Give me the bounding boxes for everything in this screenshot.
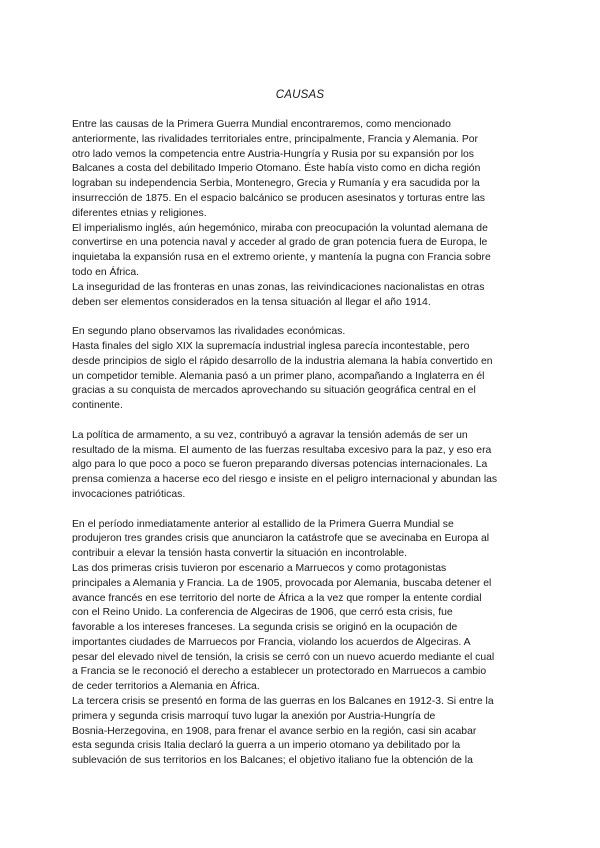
text-line: La inseguridad de las fronteras en unas zonas, las reivindicaciones nacionalistas en otras xyxy=(72,281,485,293)
text-line: Hasta finales del siglo XIX la supremacía industrial inglesa parecía incontestable, pero xyxy=(72,340,470,352)
text-line: todo en África. xyxy=(72,266,140,278)
text-line: La política de armamento, a su vez, contribuyó a agravar la tensión además de ser un xyxy=(72,429,468,441)
text-line: resultado de la misma. El aumento de las fuerzas resultaba excesivo para la paz, y eso era xyxy=(72,444,492,456)
text-line: con el Reino Unido. La conferencia de Algeciras de 1906, que cerró esta crisis, fue xyxy=(72,607,453,619)
paragraph xyxy=(72,281,530,311)
text-line: sublevación de sus territorios en los Balcanes; el objetivo italiano fue la obtención de la xyxy=(72,755,473,767)
text-line: importantes ciudades de Marruecos por Francia, violando los acuerdos de Algeciras. A xyxy=(72,636,471,648)
paragraph xyxy=(72,118,530,222)
section-spacer xyxy=(72,414,530,429)
section-spacer xyxy=(72,310,530,325)
text-line: deben ser elementos considerados en la tensa situación al llegar el año 1914. xyxy=(72,296,431,308)
text-line: a Francia se le reconoció el derecho a establecer un protectorado en Marruecos a cambio xyxy=(72,666,487,678)
text-line: insurrección de 1875. En el espacio balcánico se producen asesinatos y torturas entre las xyxy=(72,192,485,204)
text-line: primera y segunda crisis marroquí tuvo lugar la anexión por Austria-Hungría de xyxy=(72,710,436,722)
text-line: En segundo plano observamos las rivalidades económicas. xyxy=(72,326,346,338)
document-body xyxy=(72,118,530,769)
text-line: principales a Alemania y Francia. La de 1905, provocada por Alemania, buscaba detener el xyxy=(72,577,492,589)
text-line: avance francés en ese territorio del norte de África a la vez que romper la entente cordial xyxy=(72,592,482,604)
text-line: gracias a su conquista de mercados aprovechando su situación geográfica central en el xyxy=(72,385,476,397)
paragraph xyxy=(72,562,530,695)
paragraph xyxy=(72,222,530,281)
text-line: favorable a los intereses franceses. La segunda crisis se originó en la ocupación de xyxy=(72,622,458,634)
section-spacer xyxy=(72,503,530,518)
text-line: Balcanes a costa del debilitado Imperio Otomano. Éste había visto como en dicha región xyxy=(72,163,481,175)
text-line: de ceder territorios a Alemania en África. xyxy=(72,681,260,693)
text-line: esta segunda crisis Italia declaró la guerra a un imperio otomano ya debilitado por la xyxy=(72,740,461,752)
text-line: desde principios de siglo el rápido desarrollo de la industria alemana la había convertido en xyxy=(72,355,493,367)
text-line: En el período inmediatamente anterior al estallido de la Primera Guerra Mundial se xyxy=(72,518,454,530)
text-line: contribuir a elevar la tensión hasta convertir la situación en incontrolable. xyxy=(72,548,407,560)
page-title: CAUSAS xyxy=(275,89,325,101)
text-line: Entre las causas de la Primera Guerra Mundial encontraremos, como mencionado xyxy=(72,119,451,130)
text-line: convertirse en una potencia naval y acceder al grado de gran potencia fuera de Europa, le xyxy=(72,237,488,249)
text-line: otro lado vemos la competencia entre Austria-Hungría y Rusia por su expansión por los xyxy=(72,148,474,160)
text-line: produjeron tres grandes crisis que anunciaron la catástrofe que se avecinaba en Europa al xyxy=(72,533,490,545)
text-line: El imperialismo inglés, aún hegemónico, miraba con preocupación la voluntad alemana de xyxy=(72,222,488,234)
text-line: Las dos primeras crisis tuvieron por escenario a Marruecos y como protagonistas xyxy=(72,562,447,574)
text-line: un competidor temible. Alemania pasó a un primer plano, acompañando a Inglaterra en él xyxy=(72,370,485,382)
text-line: diferentes etnias y religiones. xyxy=(72,207,207,219)
text-line: continente. xyxy=(72,400,123,412)
text-line: invocaciones patrióticas. xyxy=(72,488,186,500)
text-line: Bosnia-Herzegovina, en 1908, para frenar el avance serbio en la región, casi sin acabar xyxy=(72,725,477,737)
text-line: La tercera crisis se presentó en forma de las guerras en los Balcanes en 1912-3. Si entre la xyxy=(72,696,494,708)
paragraph xyxy=(72,325,530,340)
paragraph xyxy=(72,695,530,769)
paragraph xyxy=(72,429,530,503)
text-line: anteriormente, las rivalidades territoriales entre, principalmente, Francia y Alemania. Por xyxy=(72,133,478,145)
text-line: inquietaba la expansión rusa en el extremo oriente, y mantenía la pugna con Francia sobre xyxy=(72,252,491,264)
paragraph xyxy=(72,340,530,414)
paragraph xyxy=(72,518,530,562)
text-line: algo para lo que poco a poco se fueron preparando diversas potencias internacionales. La xyxy=(72,459,488,471)
text-line: lograban su independencia Serbia, Montenegro, Grecia y Rumanía y era sacudida por la xyxy=(72,178,480,190)
text-line: prensa comienza a hacerse eco del riesgo e insiste en el peligro internacional y abundan las xyxy=(72,474,498,486)
text-line: pesar del elevado nivel de tensión, la crisis se cerró con un nuevo acuerdo mediante el cual xyxy=(72,651,495,663)
